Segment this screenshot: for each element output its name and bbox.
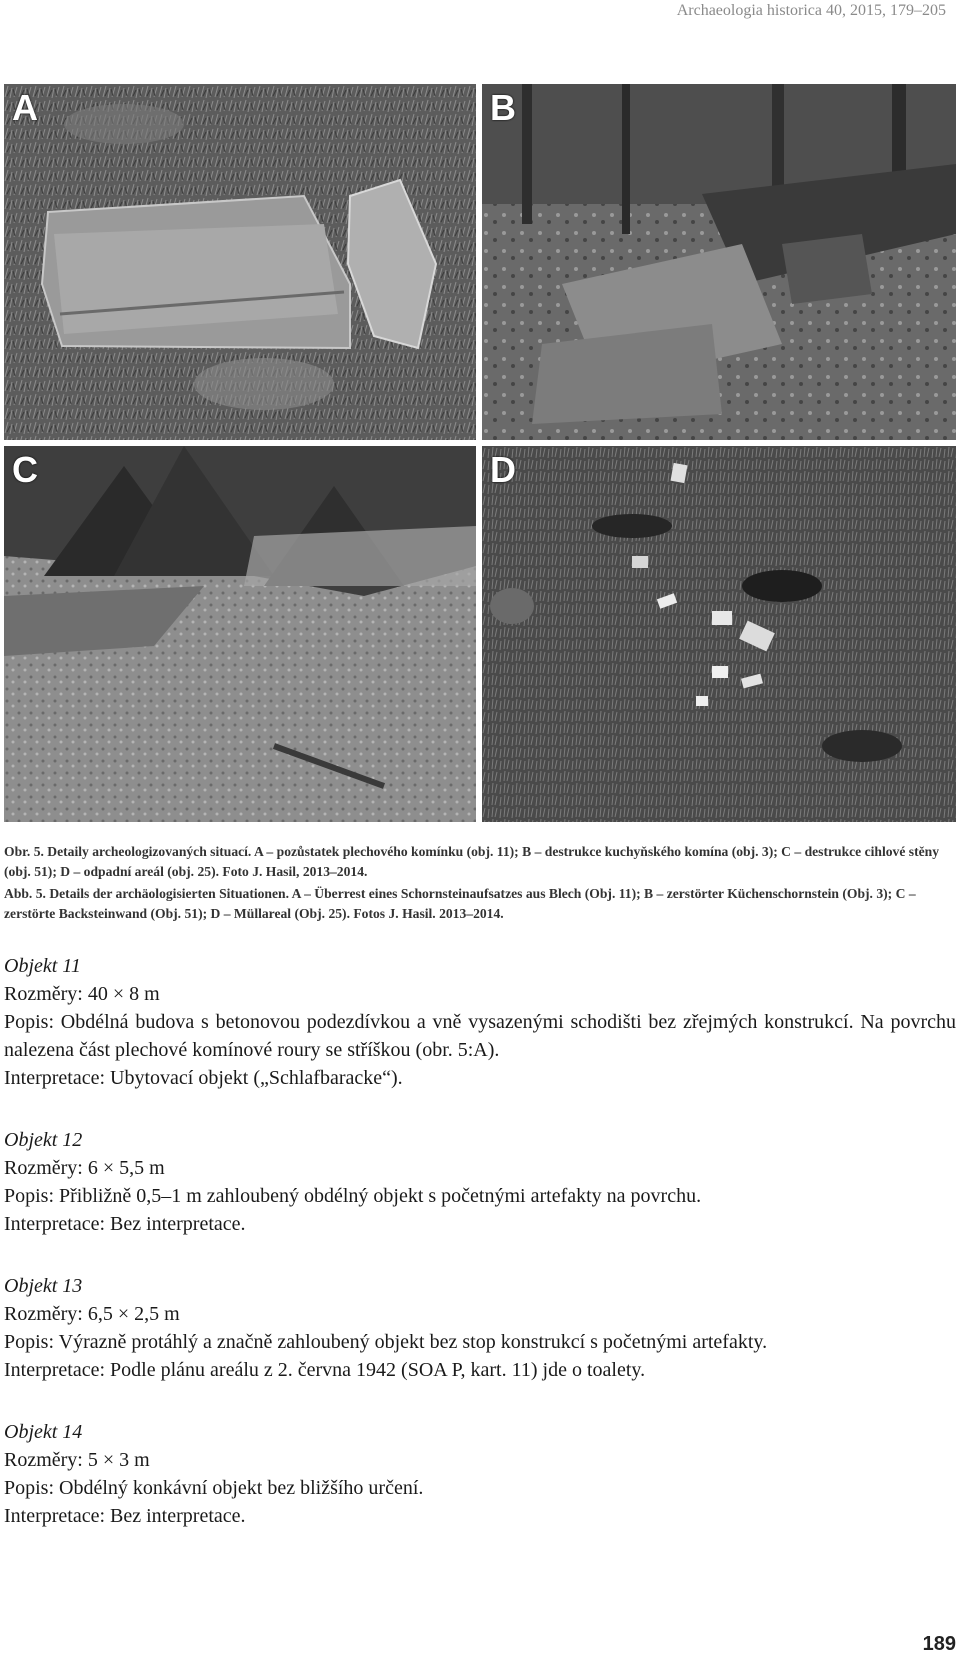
object-interpretation: Interpretace: Podle plánu areálu z 2. června 1942 (SOA P, kart. 11) jde o toalety. — [4, 1359, 646, 1381]
plate-label-c: C — [12, 449, 38, 490]
object-description: Popis: Přibližně 0,5–1 m zahloubený obdélný objekt s početnými artefakty na povrchu. — [4, 1185, 702, 1207]
plate-label-a: A — [12, 87, 38, 128]
object-dimensions: Rozměry: 5 × 3 m — [4, 1449, 150, 1471]
photo-plate-d — [482, 446, 956, 822]
object-entry-14 — [4, 1418, 956, 1530]
object-dimensions: Rozměry: 40 × 8 m — [4, 983, 160, 1005]
object-description: Popis: Výrazně protáhlý a značně zahloubený objekt bez stop konstrukcí s početnými artefakty. — [4, 1331, 768, 1353]
object-entry-11 — [4, 952, 956, 1092]
figure-caption — [4, 842, 956, 924]
photo-plate-c — [4, 446, 476, 822]
object-dimensions: Rozměry: 6,5 × 2,5 m — [4, 1303, 180, 1325]
object-title: Objekt 12 — [4, 1129, 83, 1151]
object-entry-12 — [4, 1126, 956, 1238]
object-title: Objekt 13 — [4, 1275, 83, 1297]
photo-plate-b — [482, 84, 956, 440]
object-title: Objekt 14 — [4, 1421, 83, 1443]
plate-label-d: D — [490, 449, 516, 490]
object-interpretation: Interpretace: Bez interpretace. — [4, 1213, 246, 1235]
page-number: 189 — [922, 1633, 956, 1655]
figure-caption-cz: Obr. 5. Detaily archeologizovaných situací. A – pozůstatek plechového komínku (obj. 11); B – destrukce kuchyňského komína (obj. 3); C – destrukce cihlové stěny (obj. 51); D – odpadní areál (obj. 25). Foto J. Hasil, 2013–2014. — [4, 844, 939, 879]
object-description: Popis: Obdélný konkávní objekt bez bližšího určení. — [4, 1477, 424, 1499]
object-entry-13 — [4, 1272, 956, 1384]
object-dimensions: Rozměry: 6 × 5,5 m — [4, 1157, 165, 1179]
figure-caption-de: Abb. 5. Details der archäologisierten Situationen. A – Überrest eines Schornsteinaufsatzes aus Blech (Obj. 11); B – zerstörter Küchenschornstein (Obj. 3); C – zerstörte Backsteinwand (Obj. 51); D – Müllareal (Obj. 25). Fotos J. Hasil. 2013–2014. — [4, 886, 916, 921]
object-title: Objekt 11 — [4, 955, 81, 977]
plate-label-b: B — [490, 87, 516, 128]
object-interpretation: Interpretace: Ubytovací objekt („Schlafbaracke“). — [4, 1067, 403, 1089]
object-interpretation: Interpretace: Bez interpretace. — [4, 1505, 246, 1527]
photo-plate-a — [4, 84, 476, 440]
object-description: Popis: Obdélná budova s betonovou podezdívkou a vně vysazenými schodišti bez zřejmých konstrukcí. Na povrchu nalezena část plechové komínové roury se stříškou (obr. 5:A). — [4, 1011, 956, 1061]
running-head: Archaeologia historica 40, 2015, 179–205 — [676, 2, 946, 19]
